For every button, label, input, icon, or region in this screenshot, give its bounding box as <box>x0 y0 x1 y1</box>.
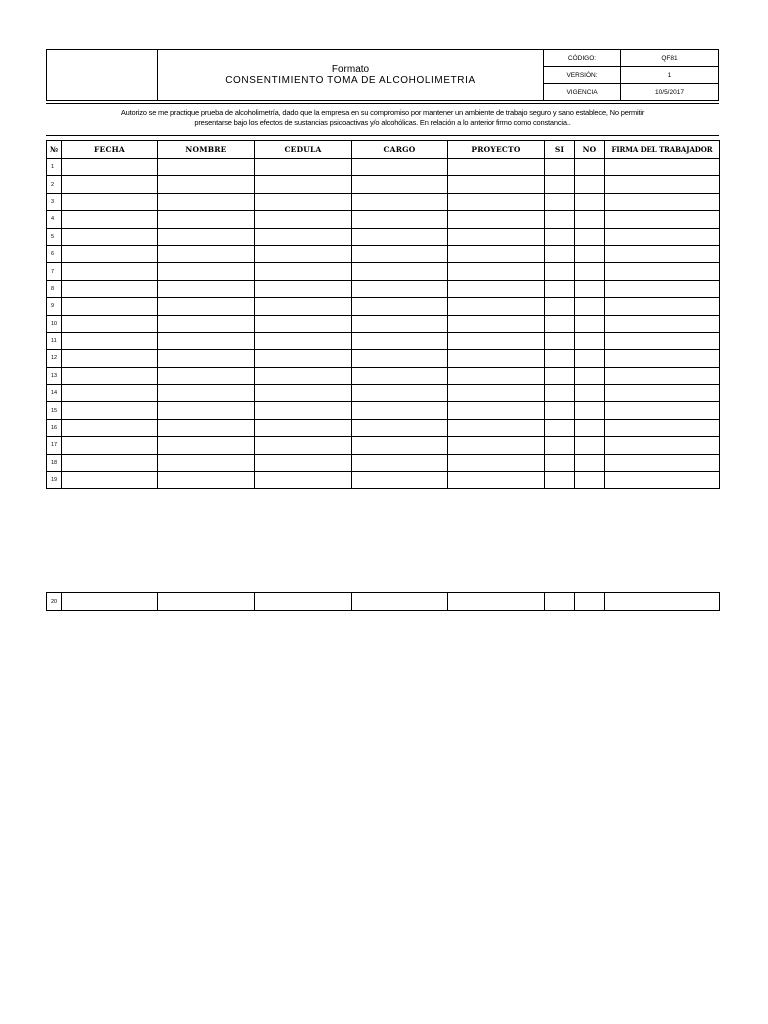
fecha-cell[interactable] <box>62 402 158 419</box>
proyecto-cell[interactable] <box>448 176 545 193</box>
firma-cell[interactable] <box>605 419 720 436</box>
row-number: 1 <box>47 159 62 176</box>
cargo-cell[interactable] <box>352 332 448 349</box>
row-number: 19 <box>47 472 62 489</box>
row-number: 17 <box>47 437 62 454</box>
table-row <box>47 263 720 280</box>
firma-cell[interactable] <box>605 385 720 402</box>
proyecto-cell[interactable] <box>448 245 545 262</box>
si-cell[interactable] <box>545 228 575 245</box>
cedula-cell[interactable] <box>255 298 352 315</box>
no-cell[interactable] <box>575 593 605 611</box>
proyecto-cell[interactable] <box>448 159 545 176</box>
table-header-row <box>47 141 720 159</box>
signature-table-continued <box>46 592 720 611</box>
fecha-cell[interactable] <box>62 176 158 193</box>
table-row <box>47 298 720 315</box>
nombre-cell[interactable] <box>158 159 255 176</box>
row-number: 5 <box>47 228 62 245</box>
cedula-cell[interactable] <box>255 385 352 402</box>
no-cell[interactable] <box>575 419 605 436</box>
nombre-cell[interactable] <box>158 263 255 280</box>
row-number: 18 <box>47 454 62 471</box>
no-cell[interactable] <box>575 228 605 245</box>
col-cedula: CEDULA <box>255 141 352 159</box>
table-row <box>47 332 720 349</box>
no-cell[interactable] <box>575 332 605 349</box>
col-firma: FIRMA DEL TRABAJADOR <box>605 141 720 159</box>
col-si: SI <box>545 141 575 159</box>
proyecto-cell[interactable] <box>448 193 545 210</box>
nombre-cell[interactable] <box>158 298 255 315</box>
fecha-cell[interactable] <box>62 211 158 228</box>
firma-cell[interactable] <box>605 332 720 349</box>
nombre-cell[interactable] <box>158 437 255 454</box>
si-cell[interactable] <box>545 454 575 471</box>
consent-line-1: Autorizo se me practique prueba de alcoholimetría, dado que la empresa en su compromiso por mantener un ambiente de trabajo seguro y sano establece, No permitir <box>120 108 645 117</box>
row-number: 9 <box>47 298 62 315</box>
no-cell[interactable] <box>575 176 605 193</box>
nombre-cell[interactable] <box>158 280 255 297</box>
no-cell[interactable] <box>575 193 605 210</box>
si-cell[interactable] <box>545 245 575 262</box>
row-number: 4 <box>47 211 62 228</box>
si-cell[interactable] <box>545 315 575 332</box>
fecha-cell[interactable] <box>62 472 158 489</box>
si-cell[interactable] <box>545 298 575 315</box>
table-row <box>47 593 720 611</box>
nombre-cell[interactable] <box>158 454 255 471</box>
table-row <box>47 437 720 454</box>
fecha-cell[interactable] <box>62 332 158 349</box>
fecha-cell[interactable] <box>62 385 158 402</box>
row-number: 10 <box>47 315 62 332</box>
cargo-cell[interactable] <box>352 472 448 489</box>
si-cell[interactable] <box>545 159 575 176</box>
firma-cell[interactable] <box>605 315 720 332</box>
nombre-cell[interactable] <box>158 385 255 402</box>
nombre-cell[interactable] <box>158 402 255 419</box>
table-row <box>47 280 720 297</box>
firma-cell[interactable] <box>605 159 720 176</box>
cargo-cell[interactable] <box>352 263 448 280</box>
no-cell[interactable] <box>575 472 605 489</box>
no-cell[interactable] <box>575 315 605 332</box>
cargo-cell[interactable] <box>352 298 448 315</box>
si-cell[interactable] <box>545 472 575 489</box>
cargo-cell[interactable] <box>352 593 448 611</box>
si-cell[interactable] <box>545 350 575 367</box>
nombre-cell[interactable] <box>158 245 255 262</box>
si-cell[interactable] <box>545 419 575 436</box>
document-header <box>46 49 719 101</box>
no-cell[interactable] <box>575 159 605 176</box>
cargo-cell[interactable] <box>352 419 448 436</box>
row-number: 7 <box>47 263 62 280</box>
proyecto-cell[interactable] <box>448 315 545 332</box>
no-cell[interactable] <box>575 211 605 228</box>
proyecto-cell[interactable] <box>448 437 545 454</box>
firma-cell[interactable] <box>605 298 720 315</box>
table-row <box>47 245 720 262</box>
col-nombre: NOMBRE <box>158 141 255 159</box>
proyecto-cell[interactable] <box>448 402 545 419</box>
firma-cell[interactable] <box>605 367 720 384</box>
format-label: Formato <box>331 64 370 75</box>
row-number: 3 <box>47 193 62 210</box>
divider-bottom <box>46 135 719 136</box>
table-row <box>47 315 720 332</box>
proyecto-cell[interactable] <box>448 454 545 471</box>
proyecto-cell[interactable] <box>448 385 545 402</box>
cedula-cell[interactable] <box>255 193 352 210</box>
proyecto-cell[interactable] <box>448 367 545 384</box>
cargo-cell[interactable] <box>352 228 448 245</box>
cedula-cell[interactable] <box>255 228 352 245</box>
firma-cell[interactable] <box>605 245 720 262</box>
nombre-cell[interactable] <box>158 176 255 193</box>
si-cell[interactable] <box>545 332 575 349</box>
cargo-cell[interactable] <box>352 245 448 262</box>
fecha-cell[interactable] <box>62 593 158 611</box>
cedula-cell[interactable] <box>255 419 352 436</box>
table-row <box>47 193 720 210</box>
cargo-cell[interactable] <box>352 159 448 176</box>
row-number: 12 <box>47 350 62 367</box>
fecha-cell[interactable] <box>62 454 158 471</box>
no-cell[interactable] <box>575 280 605 297</box>
nombre-cell[interactable] <box>158 228 255 245</box>
nombre-cell[interactable] <box>158 419 255 436</box>
cedula-cell[interactable] <box>255 315 352 332</box>
table-row <box>47 454 720 471</box>
firma-cell[interactable] <box>605 437 720 454</box>
firma-cell[interactable] <box>605 472 720 489</box>
row-number: 15 <box>47 402 62 419</box>
si-cell[interactable] <box>545 263 575 280</box>
cedula-cell[interactable] <box>255 350 352 367</box>
table-row <box>47 367 720 384</box>
fecha-cell[interactable] <box>62 159 158 176</box>
no-cell[interactable] <box>575 298 605 315</box>
firma-cell[interactable] <box>605 211 720 228</box>
cargo-cell[interactable] <box>352 211 448 228</box>
firma-cell[interactable] <box>605 263 720 280</box>
table-row <box>47 472 720 489</box>
proyecto-cell[interactable] <box>448 211 545 228</box>
fecha-cell[interactable] <box>62 193 158 210</box>
proyecto-cell[interactable] <box>448 263 545 280</box>
row-number: 20 <box>47 593 62 611</box>
si-cell[interactable] <box>545 193 575 210</box>
cedula-cell[interactable] <box>255 245 352 262</box>
no-cell[interactable] <box>575 350 605 367</box>
cedula-cell[interactable] <box>255 437 352 454</box>
nombre-cell[interactable] <box>158 367 255 384</box>
fecha-cell[interactable] <box>62 367 158 384</box>
row-number: 14 <box>47 385 62 402</box>
cargo-cell[interactable] <box>352 315 448 332</box>
table-row <box>47 159 720 176</box>
no-cell[interactable] <box>575 263 605 280</box>
cedula-cell[interactable] <box>255 332 352 349</box>
cedula-cell[interactable] <box>255 263 352 280</box>
firma-cell[interactable] <box>605 280 720 297</box>
cedula-cell[interactable] <box>255 176 352 193</box>
row-number: 6 <box>47 245 62 262</box>
consent-text <box>46 108 719 128</box>
firma-cell[interactable] <box>605 193 720 210</box>
fecha-cell[interactable] <box>62 263 158 280</box>
row-number: 13 <box>47 367 62 384</box>
consent-line-2: presentarse bajo los efectos de sustancias psicoactivas y/o alcohólicas. En relación a lo anterior firmo como constancia.. <box>194 118 571 127</box>
no-cell[interactable] <box>575 385 605 402</box>
row-number: 11 <box>47 332 62 349</box>
cedula-cell[interactable] <box>255 211 352 228</box>
fecha-cell[interactable] <box>62 350 158 367</box>
cargo-cell[interactable] <box>352 193 448 210</box>
fecha-cell[interactable] <box>62 419 158 436</box>
validity-label: VIGENCIA <box>544 84 621 101</box>
table-row <box>47 402 720 419</box>
no-cell[interactable] <box>575 245 605 262</box>
fecha-cell[interactable] <box>62 245 158 262</box>
no-cell[interactable] <box>575 367 605 384</box>
proyecto-cell[interactable] <box>448 228 545 245</box>
proyecto-cell[interactable] <box>448 593 545 611</box>
nombre-cell[interactable] <box>158 315 255 332</box>
row-number: 2 <box>47 176 62 193</box>
cedula-cell[interactable] <box>255 593 352 611</box>
cargo-cell[interactable] <box>352 280 448 297</box>
nombre-cell[interactable] <box>158 593 255 611</box>
version-value: 1 <box>621 67 719 84</box>
firma-cell[interactable] <box>605 402 720 419</box>
nombre-cell[interactable] <box>158 211 255 228</box>
table-row <box>47 176 720 193</box>
col-cargo: CARGO <box>352 141 448 159</box>
col-proyecto: PROYECTO <box>448 141 545 159</box>
si-cell[interactable] <box>545 280 575 297</box>
fecha-cell[interactable] <box>62 437 158 454</box>
si-cell[interactable] <box>545 593 575 611</box>
cargo-cell[interactable] <box>352 350 448 367</box>
cedula-cell[interactable] <box>255 454 352 471</box>
proyecto-cell[interactable] <box>448 472 545 489</box>
col-no: NO <box>575 141 605 159</box>
code-value: QF81 <box>621 50 719 67</box>
fecha-cell[interactable] <box>62 298 158 315</box>
cedula-cell[interactable] <box>255 280 352 297</box>
table-row <box>47 228 720 245</box>
proyecto-cell[interactable] <box>448 332 545 349</box>
firma-cell[interactable] <box>605 454 720 471</box>
firma-cell[interactable] <box>605 350 720 367</box>
cedula-cell[interactable] <box>255 367 352 384</box>
document-title: CONSENTIMIENTO TOMA DE ALCOHOLIMETRIA <box>225 75 476 86</box>
code-label: CÓDIGO: <box>544 50 621 67</box>
no-cell[interactable] <box>575 437 605 454</box>
no-cell[interactable] <box>575 402 605 419</box>
cargo-cell[interactable] <box>352 385 448 402</box>
version-label: VERSIÓN: <box>544 67 621 84</box>
fecha-cell[interactable] <box>62 280 158 297</box>
firma-cell[interactable] <box>605 228 720 245</box>
cargo-cell[interactable] <box>352 367 448 384</box>
cargo-cell[interactable] <box>352 454 448 471</box>
table-row <box>47 350 720 367</box>
col-fecha: FECHA <box>62 141 158 159</box>
nombre-cell[interactable] <box>158 472 255 489</box>
logo-area <box>47 50 158 101</box>
no-cell[interactable] <box>575 454 605 471</box>
firma-cell[interactable] <box>605 176 720 193</box>
table-row <box>47 419 720 436</box>
fecha-cell[interactable] <box>62 315 158 332</box>
nombre-cell[interactable] <box>158 193 255 210</box>
cargo-cell[interactable] <box>352 437 448 454</box>
table-row <box>47 385 720 402</box>
nombre-cell[interactable] <box>158 332 255 349</box>
row-number: 8 <box>47 280 62 297</box>
proyecto-cell[interactable] <box>448 298 545 315</box>
cargo-cell[interactable] <box>352 402 448 419</box>
cedula-cell[interactable] <box>255 402 352 419</box>
si-cell[interactable] <box>545 385 575 402</box>
fecha-cell[interactable] <box>62 228 158 245</box>
table-row <box>47 211 720 228</box>
cargo-cell[interactable] <box>352 176 448 193</box>
row-number: 16 <box>47 419 62 436</box>
cedula-cell[interactable] <box>255 472 352 489</box>
proyecto-cell[interactable] <box>448 350 545 367</box>
si-cell[interactable] <box>545 402 575 419</box>
validity-value: 10/5/2017 <box>621 84 719 101</box>
title-cell <box>158 50 544 101</box>
nombre-cell[interactable] <box>158 350 255 367</box>
cedula-cell[interactable] <box>255 159 352 176</box>
si-cell[interactable] <box>545 211 575 228</box>
si-cell[interactable] <box>545 367 575 384</box>
si-cell[interactable] <box>545 437 575 454</box>
proyecto-cell[interactable] <box>448 419 545 436</box>
firma-cell[interactable] <box>605 593 720 611</box>
proyecto-cell[interactable] <box>448 280 545 297</box>
divider-top <box>46 103 719 104</box>
signature-table <box>46 140 720 489</box>
col-number: № <box>47 141 62 159</box>
si-cell[interactable] <box>545 176 575 193</box>
